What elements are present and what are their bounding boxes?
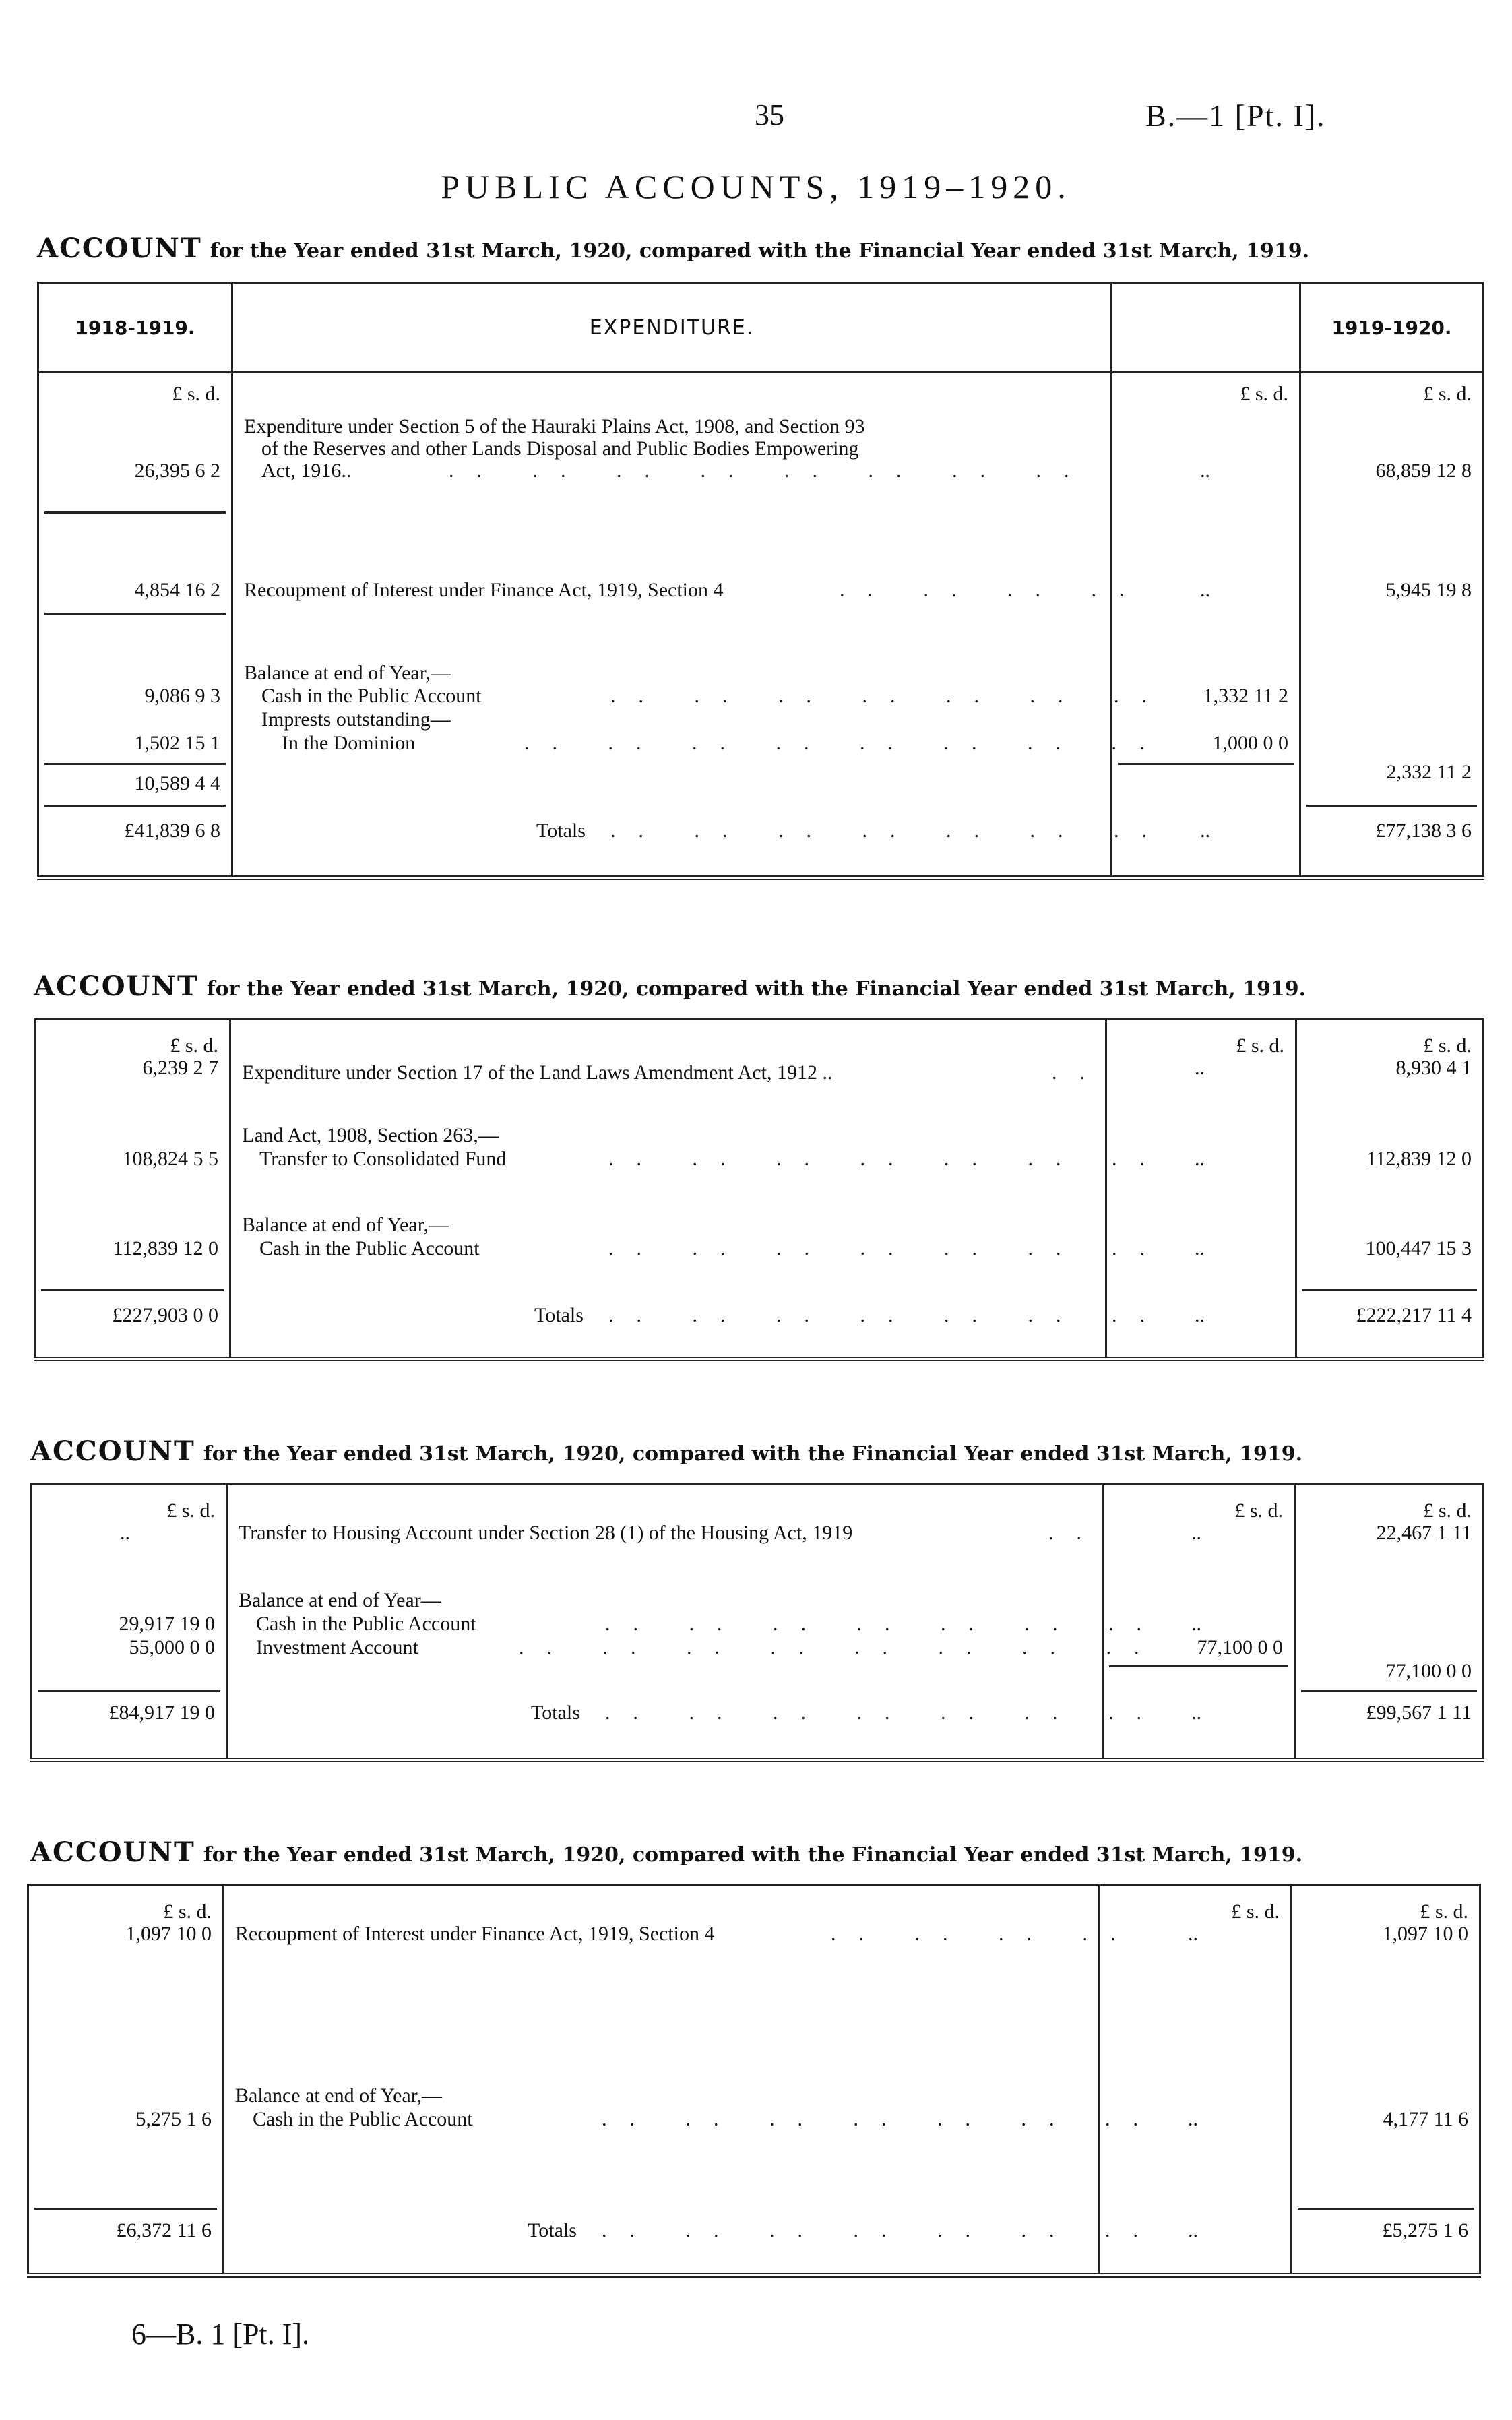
lsd-header: £ s. d. [163, 1900, 212, 1923]
rule [44, 511, 226, 514]
col-header-desc: EXPENDITURE. [232, 283, 1112, 373]
col-header-prev: 1918-1919. [38, 283, 232, 373]
prev-column [38, 373, 232, 878]
totals-label: Totals [528, 2219, 577, 2241]
page-number: 35 [755, 98, 784, 131]
totals-curr: £222,217 11 4 [1356, 1304, 1472, 1326]
leader-dots: .. .. .. .. .. .. .. .. [449, 460, 1092, 482]
col-header-blank [1112, 283, 1300, 373]
totals-prev: £6,372 11 6 [116, 2219, 212, 2241]
row2-prev: 108,824 5 5 [122, 1148, 218, 1170]
account-table-3 [30, 1483, 1484, 1762]
account-heading-2 [34, 970, 1306, 1002]
bal-imprests: Imprests outstanding— [261, 708, 451, 731]
lsd-header: £ s. d. [1423, 1034, 1472, 1057]
leader-dots: .. .. .. .. .. .. .. [610, 685, 1170, 707]
leader-dots: .. [1052, 1061, 1108, 1084]
bal-cash: Cash in the Public Account [253, 2108, 473, 2130]
bal-curr: 100,447 15 3 [1365, 1237, 1472, 1260]
rule [44, 763, 226, 765]
leader-dots: .. .. .. .. .. .. .. .. [524, 732, 1168, 754]
row1-curr: 68,859 12 8 [1375, 460, 1472, 482]
account-text: for the Year ended 31st March, 1920, compared with the Financial Year ended 31st March, 1919. [203, 1442, 1303, 1466]
mid-column [1106, 1019, 1296, 1359]
account-text: for the Year ended 31st March, 1920, compared with the Financial Year ended 31st March, 1919. [206, 977, 1306, 1001]
bal-prev: 5,275 1 6 [135, 2108, 212, 2130]
totals-label: Totals [534, 1304, 584, 1326]
bal-title: Balance at end of Year,— [244, 662, 451, 684]
bal-curr: 2,332 11 2 [1386, 761, 1472, 783]
rule [1118, 763, 1294, 765]
row1-desc-line1: Expenditure under Section 5 of the Hauraki Plains Act, 1908, and Section 93 [244, 415, 865, 437]
account-table-4 [27, 1884, 1481, 2278]
lsd-header: £ s. d. [1420, 1900, 1468, 1923]
bal-dom-mid: 1,000 0 0 [1212, 732, 1288, 754]
totals-mid: .. [1200, 819, 1210, 842]
bal-investment: Investment Account [256, 1636, 418, 1658]
row1-prev: 6,239 2 7 [142, 1057, 218, 1079]
document-reference: B.—1 [Pt. I]. [1145, 98, 1326, 133]
leader-dots: .. .. .. .. .. .. .. [608, 1148, 1168, 1170]
account-word: ACCOUNT [30, 1435, 195, 1467]
row1-mid: .. [1195, 1057, 1205, 1079]
totals-prev: £84,917 19 0 [108, 1702, 215, 1724]
row1-mid: .. [1191, 1522, 1201, 1544]
leader-dots: .. .. .. .. [831, 1923, 1139, 1945]
bal-mid: .. [1188, 2108, 1198, 2130]
bal-mid: .. [1195, 1237, 1205, 1260]
row1-desc: Expenditure under Section 17 of the Land Laws Amendment Act, 1912 .. [242, 1061, 833, 1084]
curr-column [1292, 1885, 1480, 2276]
row2-curr: 5,945 19 8 [1385, 579, 1472, 601]
rule [1109, 1665, 1288, 1667]
bal-cash-mid: 1,332 11 2 [1203, 685, 1288, 707]
bal-cash-prev: 29,917 19 0 [119, 1613, 215, 1635]
totals-label: Totals [536, 819, 586, 842]
bal-sub-prev: 10,589 4 4 [134, 772, 220, 795]
totals-curr: £77,138 3 6 [1375, 819, 1472, 842]
row1-curr: 1,097 10 0 [1382, 1923, 1468, 1945]
bal-curr: 4,177 11 6 [1383, 2108, 1468, 2130]
row2-desc: Transfer to Consolidated Fund [259, 1148, 507, 1170]
curr-column [1295, 1484, 1484, 1760]
row1-curr: 22,467 1 11 [1376, 1522, 1472, 1544]
row2-mid: .. [1200, 579, 1210, 601]
rule [41, 1289, 224, 1291]
rule [44, 805, 226, 807]
account-text: for the Year ended 31st March, 1920, compared with the Financial Year ended 31st March, 1919. [203, 1843, 1303, 1867]
row2-title: Land Act, 1908, Section 263,— [242, 1124, 499, 1146]
bal-cash: Cash in the Public Account [259, 1237, 480, 1260]
mid-column [1100, 1885, 1292, 2276]
row1-prev: .. [120, 1522, 130, 1544]
totals-curr: £99,567 1 11 [1366, 1702, 1472, 1724]
totals-mid: .. [1191, 1702, 1201, 1724]
totals-prev: £227,903 0 0 [112, 1304, 218, 1326]
totals-mid: .. [1188, 2219, 1198, 2241]
lsd-header: £ s. d. [1236, 1034, 1284, 1057]
rule [1306, 805, 1477, 807]
rule [1298, 2208, 1474, 2210]
lsd-header: £ s. d. [1423, 383, 1472, 405]
leader-dots: .. .. .. .. .. .. .. [610, 819, 1170, 842]
col-header-curr: 1919-1920. [1300, 283, 1484, 373]
lsd-header: £ s. d. [1240, 383, 1288, 405]
bal-inv-prev: 55,000 0 0 [129, 1636, 215, 1658]
bal-cash: Cash in the Public Account [261, 685, 482, 707]
bal-cash-prev: 9,086 9 3 [144, 685, 220, 707]
bal-title: Balance at end of Year,— [242, 1214, 449, 1236]
row1-prev: 26,395 6 2 [134, 460, 220, 482]
leader-dots: .. .. .. .. .. .. .. [605, 1613, 1164, 1635]
leader-dots: .. .. .. .. .. .. .. [605, 1702, 1164, 1724]
page-title: PUBLIC ACCOUNTS, 1919–1920. [441, 168, 1071, 206]
rule [44, 613, 226, 615]
row1-desc-line2: of the Reserves and other Lands Disposal and Public Bodies Empowering [261, 437, 859, 460]
curr-column [1300, 373, 1484, 878]
rule [38, 1690, 220, 1692]
bal-prev: 112,839 12 0 [113, 1237, 218, 1260]
totals-curr: £5,275 1 6 [1382, 2219, 1468, 2241]
lsd-header: £ s. d. [172, 383, 220, 405]
desc-column [227, 1484, 1164, 1760]
row2-prev: 4,854 16 2 [134, 579, 220, 601]
prev-column [32, 1484, 227, 1760]
bal-curr: 77,100 0 0 [1385, 1660, 1472, 1682]
account-word: ACCOUNT [37, 232, 202, 264]
rule [1302, 1289, 1477, 1291]
mid-column [1112, 373, 1300, 878]
leader-dots: .. [1048, 1522, 1104, 1544]
account-table-2 [34, 1018, 1484, 1361]
bal-title: Balance at end of Year— [239, 1589, 441, 1611]
rule [1301, 1690, 1477, 1692]
lsd-header: £ s. d. [1423, 1499, 1472, 1522]
bal-dom-prev: 1,502 15 1 [134, 732, 220, 754]
lsd-header: £ s. d. [166, 1499, 215, 1522]
row1-prev: 1,097 10 0 [125, 1923, 212, 1945]
lsd-header: £ s. d. [1234, 1499, 1283, 1522]
prev-column [28, 1885, 224, 2276]
row1-desc: Recoupment of Interest under Finance Act, 1919, Section 4 [235, 1923, 715, 1945]
leader-dots: .. .. .. .. [840, 579, 1147, 601]
prev-column [35, 1019, 230, 1359]
account-word: ACCOUNT [30, 1836, 195, 1868]
row1-desc-line3: Act, 1916.. [261, 460, 352, 482]
totals-label: Totals [531, 1702, 580, 1724]
row2-desc: Recoupment of Interest under Finance Act, 1919, Section 4 [244, 579, 724, 601]
account-table-1 [37, 282, 1484, 880]
account-heading-1 [37, 232, 1309, 264]
row2-curr: 112,839 12 0 [1366, 1148, 1472, 1170]
curr-column [1296, 1019, 1484, 1359]
row1-curr: 8,930 4 1 [1395, 1057, 1472, 1079]
account-word: ACCOUNT [34, 970, 199, 1002]
lsd-header: £ s. d. [1231, 1900, 1280, 1923]
desc-column [232, 373, 1170, 878]
bal-cash-mid: .. [1191, 1613, 1201, 1635]
account-heading-3 [30, 1435, 1302, 1467]
totals-prev: £41,839 6 8 [124, 819, 220, 842]
leader-dots: .. .. .. .. .. .. .. [602, 2108, 1161, 2130]
bal-title: Balance at end of Year,— [235, 2084, 443, 2107]
leader-dots: .. .. .. .. .. .. .. [608, 1237, 1168, 1260]
totals-mid: .. [1195, 1304, 1205, 1326]
lsd-header: £ s. d. [170, 1034, 218, 1057]
row1-mid: .. [1188, 1923, 1198, 1945]
row2-mid: .. [1195, 1148, 1205, 1170]
desc-column [224, 1885, 1161, 2276]
leader-dots: .. .. .. .. .. .. .. [608, 1304, 1168, 1326]
mid-column [1103, 1484, 1295, 1760]
bal-inv-mid: 77,100 0 0 [1197, 1636, 1283, 1658]
rule [34, 2208, 217, 2210]
account-text: for the Year ended 31st March, 1920, compared with the Financial Year ended 31st March, 1919. [210, 239, 1310, 263]
row1-desc: Transfer to Housing Account under Section 28 (1) of the Housing Act, 1919 [239, 1522, 853, 1544]
footer-signature: 6—B. 1 [Pt. I]. [131, 2318, 309, 2351]
desc-column [230, 1019, 1168, 1359]
row1-mid: .. [1200, 460, 1210, 482]
account-heading-4 [30, 1836, 1302, 1868]
bal-cash: Cash in the Public Account [256, 1613, 476, 1635]
bal-dominion: In the Dominion [282, 732, 416, 754]
leader-dots: .. .. .. .. .. .. .. [602, 2219, 1161, 2241]
leader-dots: .. .. .. .. .. .. .. .. [519, 1636, 1162, 1658]
